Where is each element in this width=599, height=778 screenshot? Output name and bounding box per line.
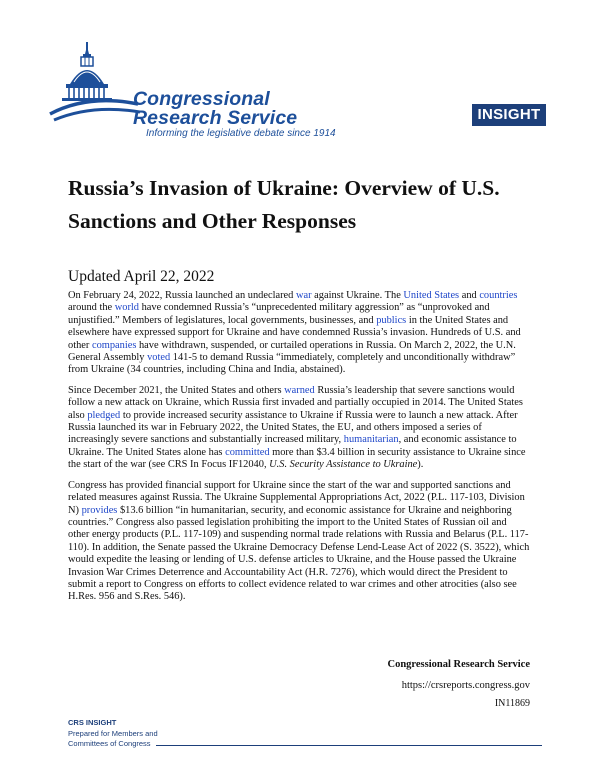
text-run: more than $3.4 billion in security assistance to Ukraine since the start of the war (see CRS In Focus IF12040, xyxy=(68,446,526,471)
crs-logo-wordmark xyxy=(133,90,297,128)
logo-name-line1: Congressional xyxy=(133,88,270,110)
text-run: have withdrawn, suspended, or curtailed operations in Russia. On March 2, 2022, the U.N. General Assembly xyxy=(68,339,516,364)
text-run: Congress has provided financial support for Ukraine since the start of the war and supported sanctions and related measures against Russia. The Ukraine Supplemental Appropriations Act, 2022 (P.L. 117-103, Division N) xyxy=(68,479,525,516)
body-paragraph xyxy=(68,480,530,604)
hyperlink[interactable]: world xyxy=(114,302,139,314)
logo-tagline: Informing the legislative debate since 1914 xyxy=(146,128,336,139)
hyperlink[interactable]: committed xyxy=(225,446,270,458)
text-run: $13.6 billion “in humanitarian, security, and economic assistance for Ukraine and neighboring countries.” Congress also passed legislation prohibiting the import to the United States of Russian oil and other energy products (P.L. 117-109) and suspending normal trade relations with Russia and Belarus (P.L. 117-110). In addition, the Senate passed the Ukraine Democracy Defense Lend-Lease Act of 2022 (S. 3522), which would expedite the leasing or lending of U.S. defense articles to Ukraine, and the House passed the Ukraine Invasion War Crimes Deterrence and Accountability Act (H.R. 7276), which would direct the President to submit a report to Congress on efforts to collect evidence related to war crimes and other atrocities (also see H.Res. 956 and S.Res. 546). xyxy=(68,504,530,603)
text-run: Since December 2021, the United States and others xyxy=(68,384,285,396)
hyperlink[interactable]: companies xyxy=(91,339,137,351)
text-run: against Ukraine. The xyxy=(311,290,404,301)
body-paragraph xyxy=(68,290,530,377)
crs-insight-label: CRS INSIGHT xyxy=(68,718,117,727)
footer-url[interactable]: https://crsreports.congress.gov xyxy=(401,680,530,691)
text-run: ). xyxy=(417,459,424,471)
text-run: have condemned Russia’s “unprecedented military aggression” as “unprovoked and unjustified.” Members of legislatures, local governments, businesses, and xyxy=(68,302,490,326)
footer-organization: Congressional Research Service xyxy=(387,659,530,670)
crs-insight-footer xyxy=(68,718,158,750)
prepared-for-line1: Prepared for Members and xyxy=(68,728,158,738)
hyperlink[interactable]: warned xyxy=(284,384,315,396)
document-title: Russia’s Invasion of Ukraine: Overview of U.S. Sanctions and Other Responses xyxy=(68,176,500,233)
hyperlink[interactable]: provides xyxy=(81,504,118,516)
text-run: to provide increased security assistance to Ukraine if Russia were to launch a new attack. After Russia launched its war in February 2022, the United States, the EU, and others imposed a series of increasingly severe sanctions and substantially increased military, xyxy=(68,409,518,446)
page-header xyxy=(0,0,599,160)
hyperlink[interactable]: publics xyxy=(376,314,407,326)
body-paragraph xyxy=(68,385,530,472)
hyperlink[interactable]: United States xyxy=(403,290,460,301)
text-run: Russia’s leadership that severe sanctions would follow a new attack on Ukraine, which Russia first invaded and partially occupied in 2014. The United States also xyxy=(68,384,523,421)
text-run: 141-5 to demand Russia “immediately, completely and unconditionally withdraw” from Ukraine (34 countries, including China and India, abstained). xyxy=(68,352,516,376)
document-body xyxy=(68,290,530,612)
text-run: On February 24, 2022, Russia launched an undeclared xyxy=(68,290,296,301)
hyperlink[interactable]: war xyxy=(295,290,312,301)
text-run: , and economic assistance to Ukraine. The United States alone has xyxy=(68,434,517,458)
hyperlink[interactable]: humanitarian xyxy=(343,434,399,446)
text-run: and xyxy=(459,290,480,301)
footer-divider xyxy=(156,745,542,746)
hyperlink[interactable]: voted xyxy=(147,352,171,364)
italic-text: U.S. Security Assistance to Ukraine xyxy=(269,459,418,471)
hyperlink[interactable]: pledged xyxy=(87,409,121,421)
text-run: around the xyxy=(68,302,115,314)
insight-badge: INSIGHT xyxy=(472,104,546,126)
hyperlink[interactable]: countries xyxy=(479,290,518,301)
logo-name-line2: Research Service xyxy=(133,107,298,129)
text-run: in the United States and elsewhere have expressed support for Ukraine and have condemned Russia’s invasion. Hundreds of U.S. and other xyxy=(68,314,521,351)
updated-date: Updated April 22, 2022 xyxy=(68,268,215,285)
capitol-dome-logo-icon xyxy=(48,40,140,122)
prepared-for-line2: Committees of Congress xyxy=(68,739,151,748)
footer-document-id: IN11869 xyxy=(494,698,530,709)
